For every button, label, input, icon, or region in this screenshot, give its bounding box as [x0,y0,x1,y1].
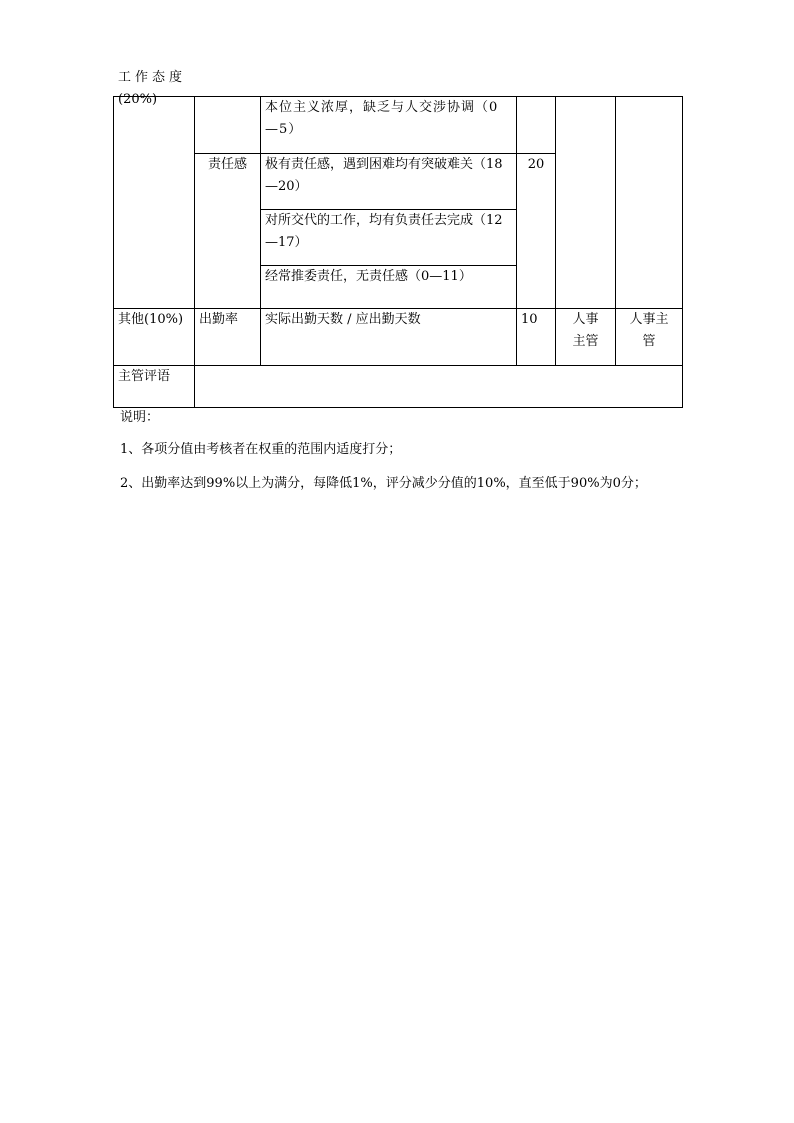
comment-label: 主管评语 [118,369,171,384]
attitude-empty-item-cell [195,97,261,154]
notes-item-1: 1、各项分值由考核者在权重的范围内适度打分； [120,442,402,457]
attendance-desc-cell [261,309,517,366]
attendance-evaluator2-cell [616,309,683,366]
notes-heading: 说明： [120,410,160,425]
attitude-category-label: 工作态度 [118,70,187,85]
responsibility-score: 20 [527,157,545,172]
responsibility-item-label: 责任感 [207,157,247,172]
comment-label-cell [114,366,195,408]
attitude-evaluator2-cell [616,97,683,309]
responsibility-level-2: 对所交代的工作，均有负责任去完成（12—17） [265,213,503,250]
responsibility-item-cell [195,154,261,309]
other-category-label: 其他(10%) [118,312,184,327]
other-category-cell [114,309,195,366]
attendance-item-cell [195,309,261,366]
notes-section [120,408,700,508]
notes-item-2: 2、出勤率达到99%以上为满分，每降低1%，评分减少分值的10%，直至低于90%为0分； [120,476,647,491]
attendance-score: 10 [521,312,538,327]
responsibility-level-1-cell [261,154,517,210]
table-row [114,97,683,154]
responsibility-level-2-cell [261,210,517,266]
attitude-top-desc-cell [261,97,517,154]
attendance-score-cell [517,309,556,366]
attitude-category-cell [114,70,195,309]
table-row [114,309,683,366]
table-row [114,366,683,408]
attendance-evaluator1-cell [556,309,616,366]
evaluation-table [113,70,683,408]
attitude-evaluator1-cell [556,97,616,309]
attitude-category-weight: (20%) [118,92,158,107]
responsibility-level-1: 极有责任感，遇到困难均有突破难关（18—20） [265,157,503,194]
attendance-desc: 实际出勤天数 / 应出勤天数 [265,312,421,327]
attendance-item-label: 出勤率 [199,312,239,327]
attendance-evaluator1: 人事主管 [572,312,599,349]
comment-value-cell [195,366,683,408]
responsibility-level-3-cell [261,266,517,309]
attitude-top-score-cell [517,97,556,154]
attendance-evaluator2: 人事主管 [629,312,669,349]
responsibility-score-cell [517,154,556,309]
attitude-top-desc: 本位主义浓厚，缺乏与人交涉协调（0—5） [265,100,499,137]
responsibility-level-3: 经常推委责任，无责任感（0—11） [265,269,472,284]
